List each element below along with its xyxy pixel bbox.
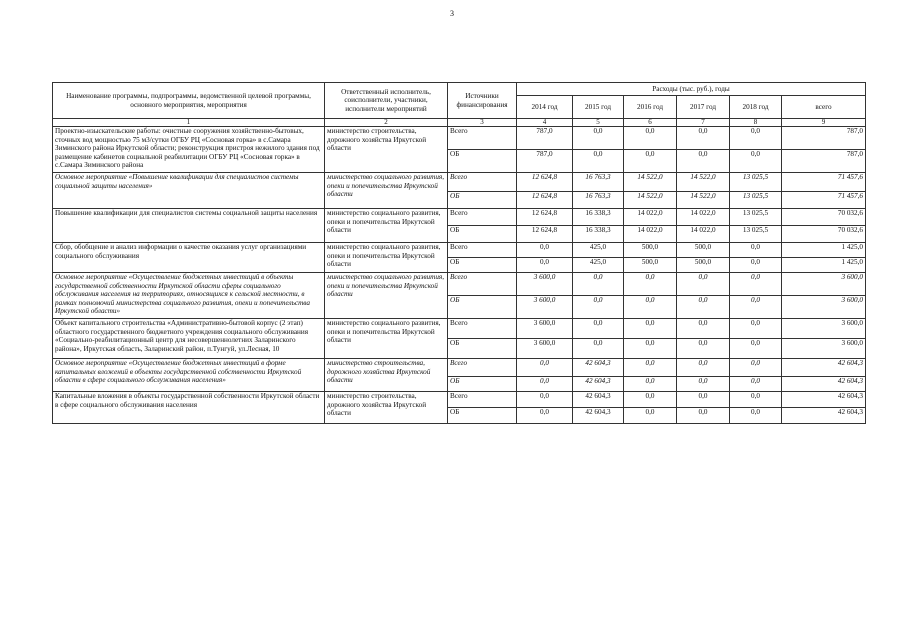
expenses-table [52,82,866,424]
year-value: 3 600,0 [517,319,573,339]
header-name: Наименование программы, подпрограммы, ведомственной целевой программы, основного мероприятия, мероприятия [53,83,325,119]
table-row [53,319,866,339]
header-total: всего [782,96,866,119]
year-value: 0,0 [730,150,782,173]
year-value: 0,0 [677,359,730,377]
header-expenses: Расходы (тыс. руб.), годы [517,83,866,96]
year-value: 16 763,3 [573,173,624,192]
year-value: 0,0 [730,243,782,258]
year-value: 0,0 [573,150,624,173]
year-value: 0,0 [677,339,730,359]
year-value: 0,0 [677,296,730,319]
responsible-executor: министерство социального развития, опеки и попечительства Иркутской области [325,243,448,273]
year-value: 16 338,3 [573,209,624,226]
column-index: 6 [624,119,677,127]
funding-source: Всего [448,273,517,296]
year-value: 500,0 [677,243,730,258]
year-value: 0,0 [517,392,573,408]
column-index: 9 [782,119,866,127]
year-value: 0,0 [730,127,782,150]
year-value: 0,0 [677,392,730,408]
total-value: 787,0 [782,150,866,173]
funding-source: Всего [448,209,517,226]
year-value: 787,0 [517,150,573,173]
table-row [53,243,866,258]
funding-source: ОБ [448,296,517,319]
responsible-executor: министерство социального развития, опеки и попечительства Иркутской области [325,209,448,243]
year-value: 0,0 [517,359,573,377]
funding-source: Всего [448,243,517,258]
year-value: 0,0 [677,273,730,296]
year-value: 425,0 [573,243,624,258]
year-value: 0,0 [730,273,782,296]
column-index: 4 [517,119,573,127]
year-value: 42 604,3 [573,408,624,424]
page-number: 3 [450,9,454,18]
year-value: 0,0 [517,258,573,273]
responsible-executor: министерство строительства, дорожного хозяйства Иркутской области [325,392,448,424]
responsible-executor: министерство строительства, дорожного хозяйства Иркутской области [325,127,448,173]
year-value: 0,0 [677,150,730,173]
year-value: 0,0 [677,319,730,339]
year-value: 0,0 [677,408,730,424]
year-value: 0,0 [730,258,782,273]
header-responsible: Ответственный исполнитель, соисполнители, участники, исполнители мероприятий [325,83,448,119]
funding-source: Всего [448,392,517,408]
year-value: 0,0 [730,377,782,392]
activity-name: Сбор, обобщение и анализ информации о качестве оказания услуг организациями социального обслуживания [53,243,325,273]
year-value: 0,0 [624,273,677,296]
funding-source: ОБ [448,226,517,243]
year-value: 14 522,0 [624,192,677,209]
activity-name: Основное мероприятие «Осуществление бюджетных инвестиций в форме капитальных вложений в объекты государственной собственности Иркутской области в сфере социального обслуживания населения» [53,359,325,392]
responsible-executor: министерство социального развития, опеки и попечительства Иркутской области [325,319,448,359]
total-value: 3 600,0 [782,273,866,296]
year-value: 14 022,0 [677,226,730,243]
total-value: 70 032,6 [782,226,866,243]
year-value: 13 025,5 [730,226,782,243]
year-value: 0,0 [730,296,782,319]
year-value: 0,0 [624,127,677,150]
year-value: 500,0 [624,258,677,273]
year-value: 12 624,8 [517,192,573,209]
responsible-executor: министерство строительства, дорожного хозяйства Иркутской области [325,359,448,392]
year-value: 0,0 [730,319,782,339]
year-value: 12 624,8 [517,173,573,192]
activity-name: Проектно-изыскательские работы: очистные сооружения хозяйственно-бытовых, сточных вод мощностью 75 м3/сутки ОГБУ РЦ «Сосновая горка» в с.Самара Зиминского района Иркутской области; реконструкция пристроя нежилого здания под размещение кабинетов социальной реабилитации ОГБУ РЦ «Сосновая горка» в с.Самара Зиминского района [53,127,325,173]
year-value: 0,0 [730,359,782,377]
total-value: 3 600,0 [782,339,866,359]
total-value: 71 457,6 [782,173,866,192]
total-value: 42 604,3 [782,359,866,377]
funding-source: ОБ [448,339,517,359]
year-value: 0,0 [624,359,677,377]
year-value: 13 025,5 [730,192,782,209]
year-value: 425,0 [573,258,624,273]
year-value: 12 624,8 [517,226,573,243]
activity-name: Основное мероприятие «Повышение квалификации для специалистов системы социальной защиты населения» [53,173,325,209]
year-value: 0,0 [624,296,677,319]
year-value: 13 025,5 [730,173,782,192]
year-value: 16 338,3 [573,226,624,243]
activity-name: Объект капитального строительства «Административно-бытовой корпус (2 этап) областного государственного бюджетного учреждения социального обслуживания «Социально-реабилитационный центр для несовершеннолетних Заларинского района», Иркутская область, Заларинский район, п.Тунгуй, ул.Лесная, 10 [53,319,325,359]
total-value: 1 425,0 [782,258,866,273]
funding-source: ОБ [448,150,517,173]
year-value: 0,0 [730,408,782,424]
year-value: 0,0 [517,377,573,392]
year-value: 0,0 [677,127,730,150]
year-value: 0,0 [573,127,624,150]
year-value: 3 600,0 [517,339,573,359]
year-value: 14 022,0 [677,209,730,226]
year-value: 0,0 [517,243,573,258]
column-index: 1 [53,119,325,127]
year-value: 16 763,3 [573,192,624,209]
year-value: 0,0 [677,377,730,392]
header-source: Источники финансирования [448,83,517,119]
year-value: 14 522,0 [624,173,677,192]
year-value: 0,0 [624,150,677,173]
table-row [53,392,866,408]
year-value: 0,0 [624,392,677,408]
funding-source: Всего [448,173,517,192]
year-value: 42 604,3 [573,392,624,408]
total-value: 70 032,6 [782,209,866,226]
year-value: 13 025,5 [730,209,782,226]
year-value: 3 600,0 [517,273,573,296]
header-year: 2016 год [624,96,677,119]
responsible-executor: министерство социального развития, опеки и попечительства Иркутской области [325,173,448,209]
column-index: 5 [573,119,624,127]
year-value: 14 022,0 [624,209,677,226]
activity-name: Повышение квалификации для специалистов системы социальной защиты населения [53,209,325,243]
total-value: 1 425,0 [782,243,866,258]
year-value: 14 022,0 [624,226,677,243]
funding-source: ОБ [448,258,517,273]
year-value: 0,0 [730,339,782,359]
year-value: 500,0 [624,243,677,258]
activity-name: Капитальные вложения в объекты государственной собственности Иркутской области в сфере социального обслуживания населения [53,392,325,424]
funding-source: ОБ [448,408,517,424]
year-value: 500,0 [677,258,730,273]
column-index: 3 [448,119,517,127]
activity-name: Основное мероприятие «Осуществление бюджетных инвестиций в объекты государственной собственности Иркутской области сферы социального обслуживания населения на территориях, относящихся к сельской местности, в рамках полномочий министерства социального развития, опеки и попечительства Иркутской области» [53,273,325,319]
year-value: 0,0 [624,377,677,392]
total-value: 42 604,3 [782,377,866,392]
total-value: 71 457,6 [782,192,866,209]
year-value: 0,0 [573,339,624,359]
total-value: 787,0 [782,127,866,150]
year-value: 0,0 [573,273,624,296]
total-value: 42 604,3 [782,408,866,424]
year-value: 0,0 [624,319,677,339]
total-value: 42 604,3 [782,392,866,408]
year-value: 14 522,0 [677,173,730,192]
year-value: 0,0 [573,319,624,339]
table-row [53,127,866,150]
year-value: 0,0 [573,296,624,319]
year-value: 12 624,8 [517,209,573,226]
year-value: 3 600,0 [517,296,573,319]
column-index: 2 [325,119,448,127]
funding-source: ОБ [448,377,517,392]
header-year: 2017 год [677,96,730,119]
column-index: 8 [730,119,782,127]
header-year: 2018 год [730,96,782,119]
column-index: 7 [677,119,730,127]
table-row [53,273,866,296]
table-row [53,173,866,192]
total-value: 3 600,0 [782,296,866,319]
year-value: 0,0 [517,408,573,424]
total-value: 3 600,0 [782,319,866,339]
funding-source: Всего [448,319,517,339]
header-year: 2014 год [517,96,573,119]
year-value: 0,0 [730,392,782,408]
funding-source: ОБ [448,192,517,209]
year-value: 42 604,3 [573,359,624,377]
year-value: 787,0 [517,127,573,150]
header-year: 2015 год [573,96,624,119]
year-value: 0,0 [624,408,677,424]
funding-source: Всего [448,359,517,377]
table-row [53,209,866,226]
year-value: 0,0 [624,339,677,359]
funding-source: Всего [448,127,517,150]
year-value: 42 604,3 [573,377,624,392]
responsible-executor: министерство социального развития, опеки и попечительства Иркутской области [325,273,448,319]
year-value: 14 522,0 [677,192,730,209]
table-row [53,359,866,377]
